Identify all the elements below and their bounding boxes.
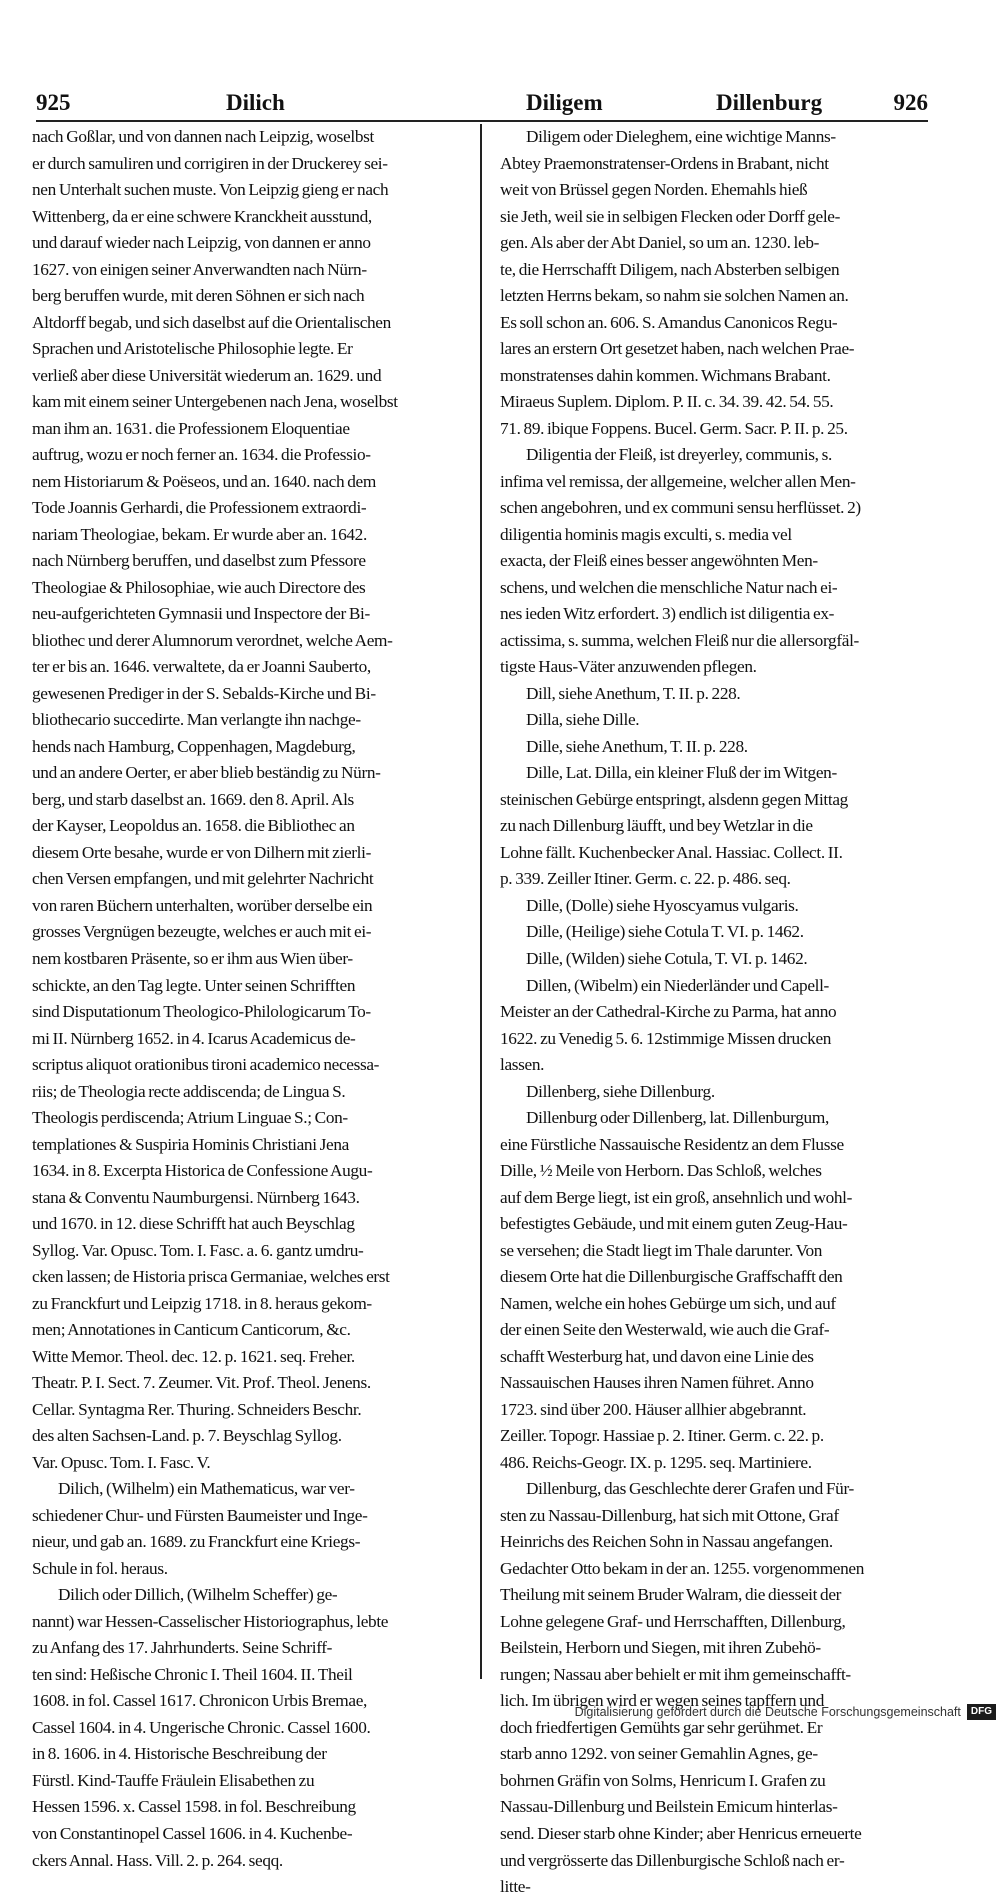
text-line: Syllog. Var. Opusc. Tom. I. Fasc. a. 6. gantz umdru- — [32, 1240, 364, 1260]
text-line: Heinrichs des Reichen Sohn in Nassau angefangen. — [500, 1532, 833, 1552]
text-line: der Kayser, Leopoldus an. 1658. die Bibliothec an — [32, 816, 355, 836]
text-line: Dill, siehe Anethum, T. II. p. 228. — [526, 683, 741, 703]
text-line: chen Versen empfangen, und mit gelehrter Nachricht — [32, 869, 374, 889]
text-line: befestigtes Gebäude, und mit einem guten Zeug-Hau- — [500, 1214, 848, 1234]
text-line: rungen; Nassau aber behielt er mit ihm gemeinschafft- — [500, 1664, 851, 1684]
text-line: Sprachen und Aristotelische Philosophie legte. Er — [32, 339, 353, 359]
right-column — [500, 124, 920, 1901]
text-line: starb anno 1292. von seiner Gemahlin Agnes, ge- — [500, 1744, 818, 1764]
text-line: Hessen 1596. x. Cassel 1598. in fol. Beschreibung — [32, 1797, 356, 1817]
text-line: lich. Im übrigen wird er wegen seines tapffern und — [500, 1691, 825, 1711]
text-line: cken lassen; de Historia prisca Germaniae, welches erst — [32, 1267, 390, 1287]
text-line: Meister an der Cathedral-Kirche zu Parma, hat anno — [500, 1002, 837, 1022]
text-line: nen Unterhalt suchen muste. Von Leipzig gieng er nach — [32, 180, 389, 200]
text-line: berg, und starb daselbst an. 1669. den 8. April. Als — [32, 789, 354, 809]
text-line: nem kostbaren Präsente, so er ihm aus Wien über- — [32, 948, 353, 968]
text-line: nem Historiarum & Poëseos, und an. 1640. nach dem — [32, 471, 376, 491]
text-line: Nassau-Dillenburg und Beilstein Emicum hinterlas- — [500, 1797, 838, 1817]
text-line: se versehen; die Stadt liegt im Thale darunter. Von — [500, 1240, 823, 1260]
text-line: templationes & Suspiria Hominis Christiani Jena — [32, 1134, 349, 1154]
text-line: ter er bis an. 1646. verwaltete, da er Joanni Sauberto, — [32, 657, 371, 677]
text-line: 1608. in fol. Cassel 1617. Chronicon Urbis Bremae, — [32, 1691, 367, 1711]
text-line: steinischen Gebürge entspringt, alsdenn gegen Mittag — [500, 789, 848, 809]
dfg-logo: DFG — [967, 1704, 996, 1720]
text-line: Miraeus Suplem. Diplom. P. II. c. 34. 39. 42. 54. 55. — [500, 392, 834, 412]
text-line: Cellar. Syntagma Rer. Thuring. Schneiders Beschr. — [32, 1399, 362, 1419]
text-line: Diligentia der Fleiß, ist dreyerley, communis, s. — [526, 445, 832, 465]
text-line: stana & Conventu Naumburgensi. Nürnberg 1643. — [32, 1187, 360, 1207]
text-line: Altdorff begab, und sich daselbst auf die Orientalischen — [32, 312, 391, 332]
text-line: Tode Joannis Gerhardi, die Professionem extraordi- — [32, 498, 367, 518]
text-line: und darauf wieder nach Leipzig, von dannen er anno — [32, 233, 371, 253]
text-line: der einen Seite den Westerwald, wie auch die Graf- — [500, 1320, 830, 1340]
text-line: nes ieden Witz erfordert. 3) endlich ist diligentia ex- — [500, 604, 835, 624]
text-line: lares an erstern Ort gesetzet haben, nach welchen Prae- — [500, 339, 855, 359]
text-line: auftrug, wozu er noch ferner an. 1634. die Professio- — [32, 445, 371, 465]
text-line: p. 339. Zeiller Itiner. Germ. c. 22. p. 486. seq. — [500, 869, 791, 889]
text-line: bohrnen Gräfin von Solms, Henricum I. Grafen zu — [500, 1770, 826, 1790]
text-line: men; Annotationes in Canticum Canticorum, &c. — [32, 1320, 351, 1340]
text-line: kam mit einem seiner Untergebenen nach Jena, woselbst — [32, 392, 398, 412]
text-line: Dillenburg oder Dillenberg, lat. Dillenburgum, — [526, 1108, 829, 1128]
text-line: und an andere Oerter, er aber blieb beständig zu Nürn- — [32, 763, 381, 783]
text-line: Dillenburg, das Geschlechte derer Grafen und Für- — [526, 1479, 854, 1499]
text-line: Var. Opusc. Tom. I. Fasc. V. — [32, 1452, 211, 1472]
text-line: Dilla, siehe Dille. — [526, 710, 640, 730]
text-line: sie Jeth, weil sie in selbigen Flecken oder Dorff gele- — [500, 206, 840, 226]
text-line: Fürstl. Kind-Tauffe Fräulein Elisabethen zu — [32, 1770, 315, 1790]
text-line: 486. Reichs-Geogr. IX. p. 1295. seq. Martiniere. — [500, 1452, 812, 1472]
text-line: Gedachter Otto bekam in der an. 1255. vorgenommenen — [500, 1558, 865, 1578]
text-line: von raren Büchern unterhalten, worüber derselbe ein — [32, 895, 373, 915]
text-line: Wittenberg, da er eine schwere Kranckheit ausstund, — [32, 206, 372, 226]
text-line: berg beruffen wurde, mit deren Söhnen er sich nach — [32, 286, 365, 306]
text-line: von Constantinopel Cassel 1606. in 4. Kuchenbe- — [32, 1824, 353, 1843]
text-line: infima vel remissa, der allgemeine, welcher allen Men- — [500, 471, 856, 491]
text-line: schafft Westerburg hat, und davon eine Linie des — [500, 1346, 814, 1366]
text-line: Witte Memor. Theol. dec. 12. p. 1621. seq. Freher. — [32, 1346, 355, 1366]
text-line: 1622. zu Venedig 5. 6. 12stimmige Missen drucken — [500, 1028, 832, 1048]
text-line: hends nach Hamburg, Coppenhagen, Magdeburg, — [32, 736, 356, 756]
text-line: sten zu Nassau-Dillenburg, hat sich mit Ottone, Graf — [500, 1505, 839, 1525]
text-line: verließ aber diese Universität wiederum an. 1629. und — [32, 365, 382, 385]
text-line: lassen. — [500, 1055, 545, 1075]
text-line: Dille, (Heilige) siehe Cotula T. VI. p. 1462. — [526, 922, 804, 942]
catchword-middle: Diligem — [526, 90, 603, 115]
text-line: Theologiae & Philosophiae, wie auch Directore des — [32, 577, 366, 597]
text-line: Dillenberg, siehe Dillenburg. — [526, 1081, 715, 1101]
catchword-right: Dillenburg — [716, 90, 823, 115]
text-line: Dilich oder Dillich, (Wilhelm Scheffer) ge- — [58, 1585, 338, 1605]
text-line: grosses Vergnügen bezeugte, welches er auch mit ei- — [32, 922, 372, 942]
text-line: Dillen, (Wibelm) ein Niederländer und Capell- — [526, 975, 829, 995]
page-number-left: 925 — [36, 90, 71, 115]
text-line: 1627. von einigen seiner Anverwandten nach Nürn- — [32, 259, 367, 279]
text-line: und vergrösserte das Dillenburgische Schloß nach er- — [500, 1850, 845, 1870]
running-header — [36, 88, 928, 118]
text-line: doch friedfertigen Gemühts gar sehr gerühmet. Er — [500, 1717, 823, 1737]
text-line: actissima, s. summa, welchen Fleiß nur die allersorgfäl- — [500, 630, 859, 650]
text-line: weit von Brüssel gegen Norden. Ehemahls hieß — [500, 180, 808, 200]
text-line: riis; de Theologia recte addiscenda; de Lingua S. — [32, 1081, 346, 1101]
text-line: nach Goßlar, und von dannen nach Leipzig, woselbst — [32, 127, 374, 146]
text-line: Theilung mit seinem Bruder Walram, die diesseit der — [500, 1585, 842, 1605]
text-line: nariam Theologiae, bekam. Er wurde aber an. 1642. — [32, 524, 367, 544]
text-line: Schule in fol. heraus. — [32, 1558, 168, 1578]
text-line: 1634. in 8. Excerpta Historica de Confessione Augu- — [32, 1161, 373, 1181]
text-line: diligentia hominis magis exculti, s. media vel — [500, 524, 792, 544]
text-line: schen angebohren, und ex communi sensu herflüsset. 2) — [500, 498, 861, 518]
text-line: gen. Als aber der Abt Daniel, so um an. 1230. leb- — [500, 233, 820, 253]
text-line: Namen, welche ein hohes Gebürge um sich, und auf — [500, 1293, 836, 1313]
text-line: Dilich, (Wilhelm) ein Mathematicus, war ver- — [58, 1479, 355, 1499]
text-line: er durch samuliren und corrigiren in der Druckerey sei- — [32, 153, 388, 173]
text-line: nach Nürnberg beruffen, und daselbst zum Pfessore — [32, 551, 366, 571]
text-line: Es soll schon an. 606. S. Amandus Canonicos Regu- — [500, 312, 838, 332]
text-line: in 8. 1606. in 4. Historische Beschreibung der — [32, 1744, 327, 1764]
text-line: letzten Herrns bekam, so nahm sie solchen Namen an. — [500, 286, 849, 306]
text-line: des alten Sachsen-Land. p. 7. Beyschlag Syllog. — [32, 1426, 342, 1446]
text-line: neu-aufgerichteten Gymnasii und Inspectore der Bi- — [32, 604, 370, 624]
text-line: Lohne fällt. Kuchenbecker Anal. Hassiac. Collect. II. — [500, 842, 843, 862]
text-line: Lohne gelegene Graf- und Herrschafften, Dillenburg, — [500, 1611, 846, 1631]
text-line: tigste Haus-Väter anzuwenden pflegen. — [500, 657, 757, 677]
text-line: diesem Orte hat die Dillenburgische Graffschafft den — [500, 1267, 843, 1287]
text-line: Dille, siehe Anethum, T. II. p. 228. — [526, 736, 748, 756]
header-rule — [36, 120, 928, 122]
text-line: exacta, der Fleiß eines besser angewöhnten Men- — [500, 551, 818, 571]
text-line: 71. 89. ibique Foppens. Bucel. Germ. Sacr. P. II. p. 25. — [500, 418, 848, 438]
text-line: Zeiller. Topogr. Hassiae p. 2. Itiner. Germ. c. 22. p. — [500, 1426, 824, 1446]
text-line: mi II. Nürnberg 1652. in 4. Icarus Academicus de- — [32, 1028, 356, 1048]
text-line: scriptus aliquot orationibus tironi academico necessa- — [32, 1055, 380, 1075]
text-line: nieur, und gab an. 1689. zu Franckfurt eine Kriegs- — [32, 1532, 361, 1552]
page-number-right: 926 — [893, 90, 928, 115]
text-line: Abtey Praemonstratenser-Ordens in Brabant, nicht — [500, 153, 829, 173]
text-line: gewesenen Prediger in der S. Sebalds-Kirche und Bi- — [32, 683, 376, 703]
text-line: man ihm an. 1631. die Professionem Eloquentiae — [32, 418, 350, 438]
text-line: Theatr. P. I. Sect. 7. Zeumer. Vit. Prof. Theol. Jenens. — [32, 1373, 371, 1393]
text-line: und 1670. in 12. diese Schrifft hat auch Beyschlag — [32, 1214, 355, 1234]
text-line: zu Franckfurt und Leipzig 1718. in 8. heraus gekom- — [32, 1293, 372, 1313]
text-line: schiedener Chur- und Fürsten Baumeister und Inge- — [32, 1505, 368, 1525]
column-divider — [480, 124, 482, 1679]
text-line: monstratenses dahin kommen. Wichmans Brabant. — [500, 365, 831, 385]
text-line: ten sind: Heßische Chronic I. Theil 1604. II. Theil — [32, 1664, 353, 1684]
text-line: Diligem oder Dieleghem, eine wichtige Manns- — [526, 127, 836, 146]
text-line: Cassel 1604. in 4. Ungerische Chronic. Cassel 1600. — [32, 1717, 371, 1737]
text-line: send. Dieser starb ohne Kinder; aber Henricus erneuerte — [500, 1824, 862, 1843]
text-line: nannt) war Hessen-Casselischer Historiographus, lebte — [32, 1611, 389, 1631]
text-line: Theologis perdiscenda; Atrium Linguae S.; Con- — [32, 1108, 348, 1128]
text-line: Dille, Lat. Dilla, ein kleiner Fluß der im Witgen- — [526, 763, 837, 783]
text-line: auf dem Berge liegt, ist ein groß, ansehnlich und wohl- — [500, 1187, 853, 1207]
text-line: zu nach Dillenburg läufft, und bey Wetzlar in die — [500, 816, 813, 836]
text-line: Dille, (Dolle) siehe Hyoscyamus vulgaris. — [526, 895, 799, 915]
text-line: bliothec und derer Alumnorum verordnet, welche Aem- — [32, 630, 393, 650]
text-line: litte- — [500, 1877, 531, 1897]
footer — [575, 1702, 996, 1722]
text-line: 1723. sind über 200. Häuser allhier abgebrannt. — [500, 1399, 807, 1419]
text-line: Dille, (Wilden) siehe Cotula, T. VI. p. 1462. — [526, 948, 808, 968]
left-column — [32, 124, 452, 1874]
text-line: diesem Orte besahe, wurde er von Dilhern mit zierli- — [32, 842, 371, 862]
text-line: Nassauischen Hauses ihren Namen führet. Anno — [500, 1373, 814, 1393]
text-line: eine Fürstliche Nassauische Residentz an dem Flusse — [500, 1134, 844, 1154]
text-line: sind Disputationum Theologico-Philologicarum To- — [32, 1002, 371, 1022]
text-line: ckers Annal. Hass. Vill. 2. p. 264. seqq. — [32, 1850, 283, 1870]
text-line: bliothecario succedirte. Man verlangte ihn nachge- — [32, 710, 361, 730]
text-line: te, die Herrschafft Diligem, nach Absterben selbigen — [500, 259, 840, 279]
digitization-credit: Digitalisierung gefördert durch die Deutsche Forschungsgemeinschaft — [574, 1705, 961, 1719]
text-line: schickte, an den Tag legte. Unter seinen Schrifften — [32, 975, 356, 995]
text-line: schens, und welchen die menschliche Natur nach ei- — [500, 577, 838, 597]
text-line: Dille, ½ Meile von Herborn. Das Schloß, welches — [500, 1161, 822, 1181]
text-line: Beilstein, Herborn und Siegen, mit ihren Zubehö- — [500, 1638, 821, 1658]
catchword-left: Dilich — [226, 90, 285, 115]
text-line: zu Anfang des 17. Jahrhunderts. Seine Schriff- — [32, 1638, 333, 1658]
